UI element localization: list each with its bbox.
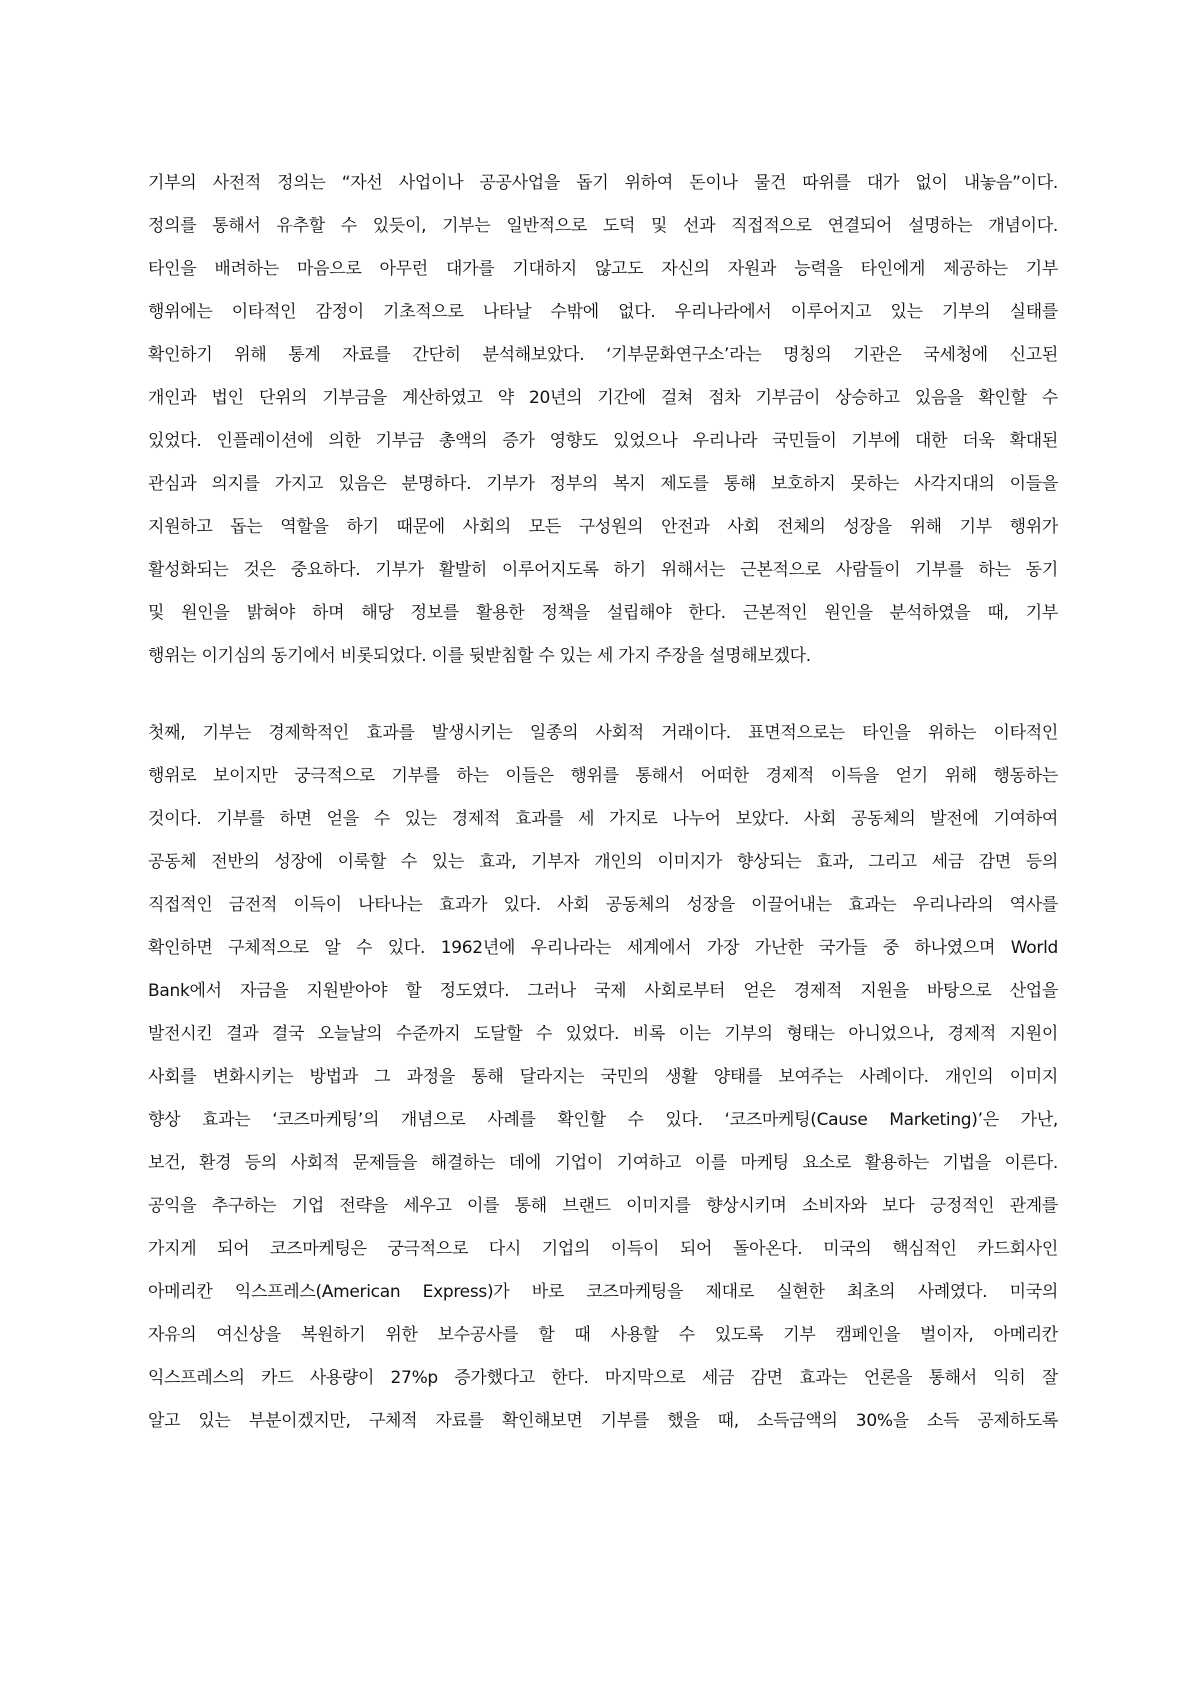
text-line: 공익을 추구하는 기업 전략을 세우고 이를 통해 브랜드 이미지를 향상시키며 소비자와 보다 긍정적인 관계를 [148, 1196, 1058, 1216]
text-line: 알고 있는 부분이겠지만, 구체적 자료를 확인해보면 기부를 했을 때, 소득금액의 30%을 소득 공제하도록 [148, 1411, 1058, 1431]
text-line: 첫째, 기부는 경제학적인 효과를 발생시키는 일종의 사회적 거래이다. 표면적으로는 타인을 위하는 이타적인 [148, 723, 1058, 743]
text-line: 지원하고 돕는 역할을 하기 때문에 사회의 모든 구성원의 안전과 사회 전체의 성장을 위해 기부 행위가 [148, 517, 1058, 537]
text-line: 및 원인을 밝혀야 하며 해당 정보를 활용한 정책을 설립해야 한다. 근본적인 원인을 분석하였을 때, 기부 [148, 603, 1058, 623]
text-line: 있었다. 인플레이션에 의한 기부금 총액의 증가 영향도 있었으나 우리나라 국민들이 기부에 대한 더욱 확대된 [148, 431, 1058, 451]
text-line: 행위에는 이타적인 감정이 기초적으로 나타날 수밖에 없다. 우리나라에서 이루어지고 있는 기부의 실태를 [148, 302, 1058, 322]
text-line: 타인을 배려하는 마음으로 아무런 대가를 기대하지 않고도 자신의 자원과 능력을 타인에게 제공하는 기부 [148, 259, 1058, 279]
text-line: 익스프레스의 카드 사용량이 27%p 증가했다고 한다. 마지막으로 세금 감면 효과는 언론을 통해서 익히 잘 [148, 1368, 1058, 1388]
text-line: 공동체 전반의 성장에 이룩할 수 있는 효과, 기부자 개인의 이미지가 향상되는 효과, 그리고 세금 감면 등의 [148, 852, 1058, 872]
text-line: 사회를 변화시키는 방법과 그 과정을 통해 달라지는 국민의 생활 양태를 보여주는 사례이다. 개인의 이미지 [148, 1067, 1058, 1087]
text-line: 직접적인 금전적 이득이 나타나는 효과가 있다. 사회 공동체의 성장을 이끌어내는 효과는 우리나라의 역사를 [148, 895, 1058, 915]
text-line: 아메리칸 익스프레스(American Express)가 바로 코즈마케팅을 제대로 실현한 최초의 사례였다. 미국의 [148, 1282, 1058, 1302]
text-line: 행위는 이기심의 동기에서 비롯되었다. 이를 뒷받침할 수 있는 세 가지 주장을 설명해보겠다. [148, 646, 811, 666]
text-line: 확인하기 위해 통계 자료를 간단히 분석해보았다. ‘기부문화연구소’라는 명칭의 기관은 국세청에 신고된 [148, 345, 1058, 365]
text-line: 관심과 의지를 가지고 있음은 분명하다. 기부가 정부의 복지 제도를 통해 보호하지 못하는 사각지대의 이들을 [148, 474, 1058, 494]
text-line: 향상 효과는 ‘코즈마케팅’의 개념으로 사례를 확인할 수 있다. ‘코즈마케팅(Cause Marketing)’은 가난, [148, 1110, 1058, 1130]
text-line: 활성화되는 것은 중요하다. 기부가 활발히 이루어지도록 하기 위해서는 근본적으로 사람들이 기부를 하는 동기 [148, 560, 1058, 580]
text-line: 가지게 되어 코즈마케팅은 궁극적으로 다시 기업의 이득이 되어 돌아온다. 미국의 핵심적인 카드회사인 [148, 1239, 1058, 1259]
text-line: 정의를 통해서 유추할 수 있듯이, 기부는 일반적으로 도덕 및 선과 직접적으로 연결되어 설명하는 개념이다. [148, 216, 1058, 236]
text-line: 발전시킨 결과 결국 오늘날의 수준까지 도달할 수 있었다. 비록 이는 기부의 형태는 아니었으나, 경제적 지원이 [148, 1024, 1058, 1044]
text-line: Bank에서 자금을 지원받아야 할 정도였다. 그러나 국제 사회로부터 얻은 경제적 지원을 바탕으로 산업을 [148, 981, 1058, 1001]
text-line: 자유의 여신상을 복원하기 위한 보수공사를 할 때 사용할 수 있도록 기부 캠페인을 벌이자, 아메리칸 [148, 1325, 1058, 1345]
text-line: 보건, 환경 등의 사회적 문제들을 해결하는 데에 기업이 기여하고 이를 마케팅 요소로 활용하는 기법을 이른다. [148, 1153, 1058, 1173]
text-line: 확인하면 구체적으로 알 수 있다. 1962년에 우리나라는 세계에서 가장 가난한 국가들 중 하나였으며 World [148, 938, 1058, 958]
text-line: 행위로 보이지만 궁극적으로 기부를 하는 이들은 행위를 통해서 어떠한 경제적 이득을 얻기 위해 행동하는 [148, 766, 1058, 786]
text-line: 개인과 법인 단위의 기부금을 계산하였고 약 20년의 기간에 걸쳐 점차 기부금이 상승하고 있음을 확인할 수 [148, 388, 1058, 408]
text-line: 것이다. 기부를 하면 얻을 수 있는 경제적 효과를 세 가지로 나누어 보았다. 사회 공동체의 발전에 기여하여 [148, 809, 1058, 829]
text-line: 기부의 사전적 정의는 “자선 사업이나 공공사업을 돕기 위하여 돈이나 물건 따위를 대가 없이 내놓음”이다. [148, 173, 1058, 193]
